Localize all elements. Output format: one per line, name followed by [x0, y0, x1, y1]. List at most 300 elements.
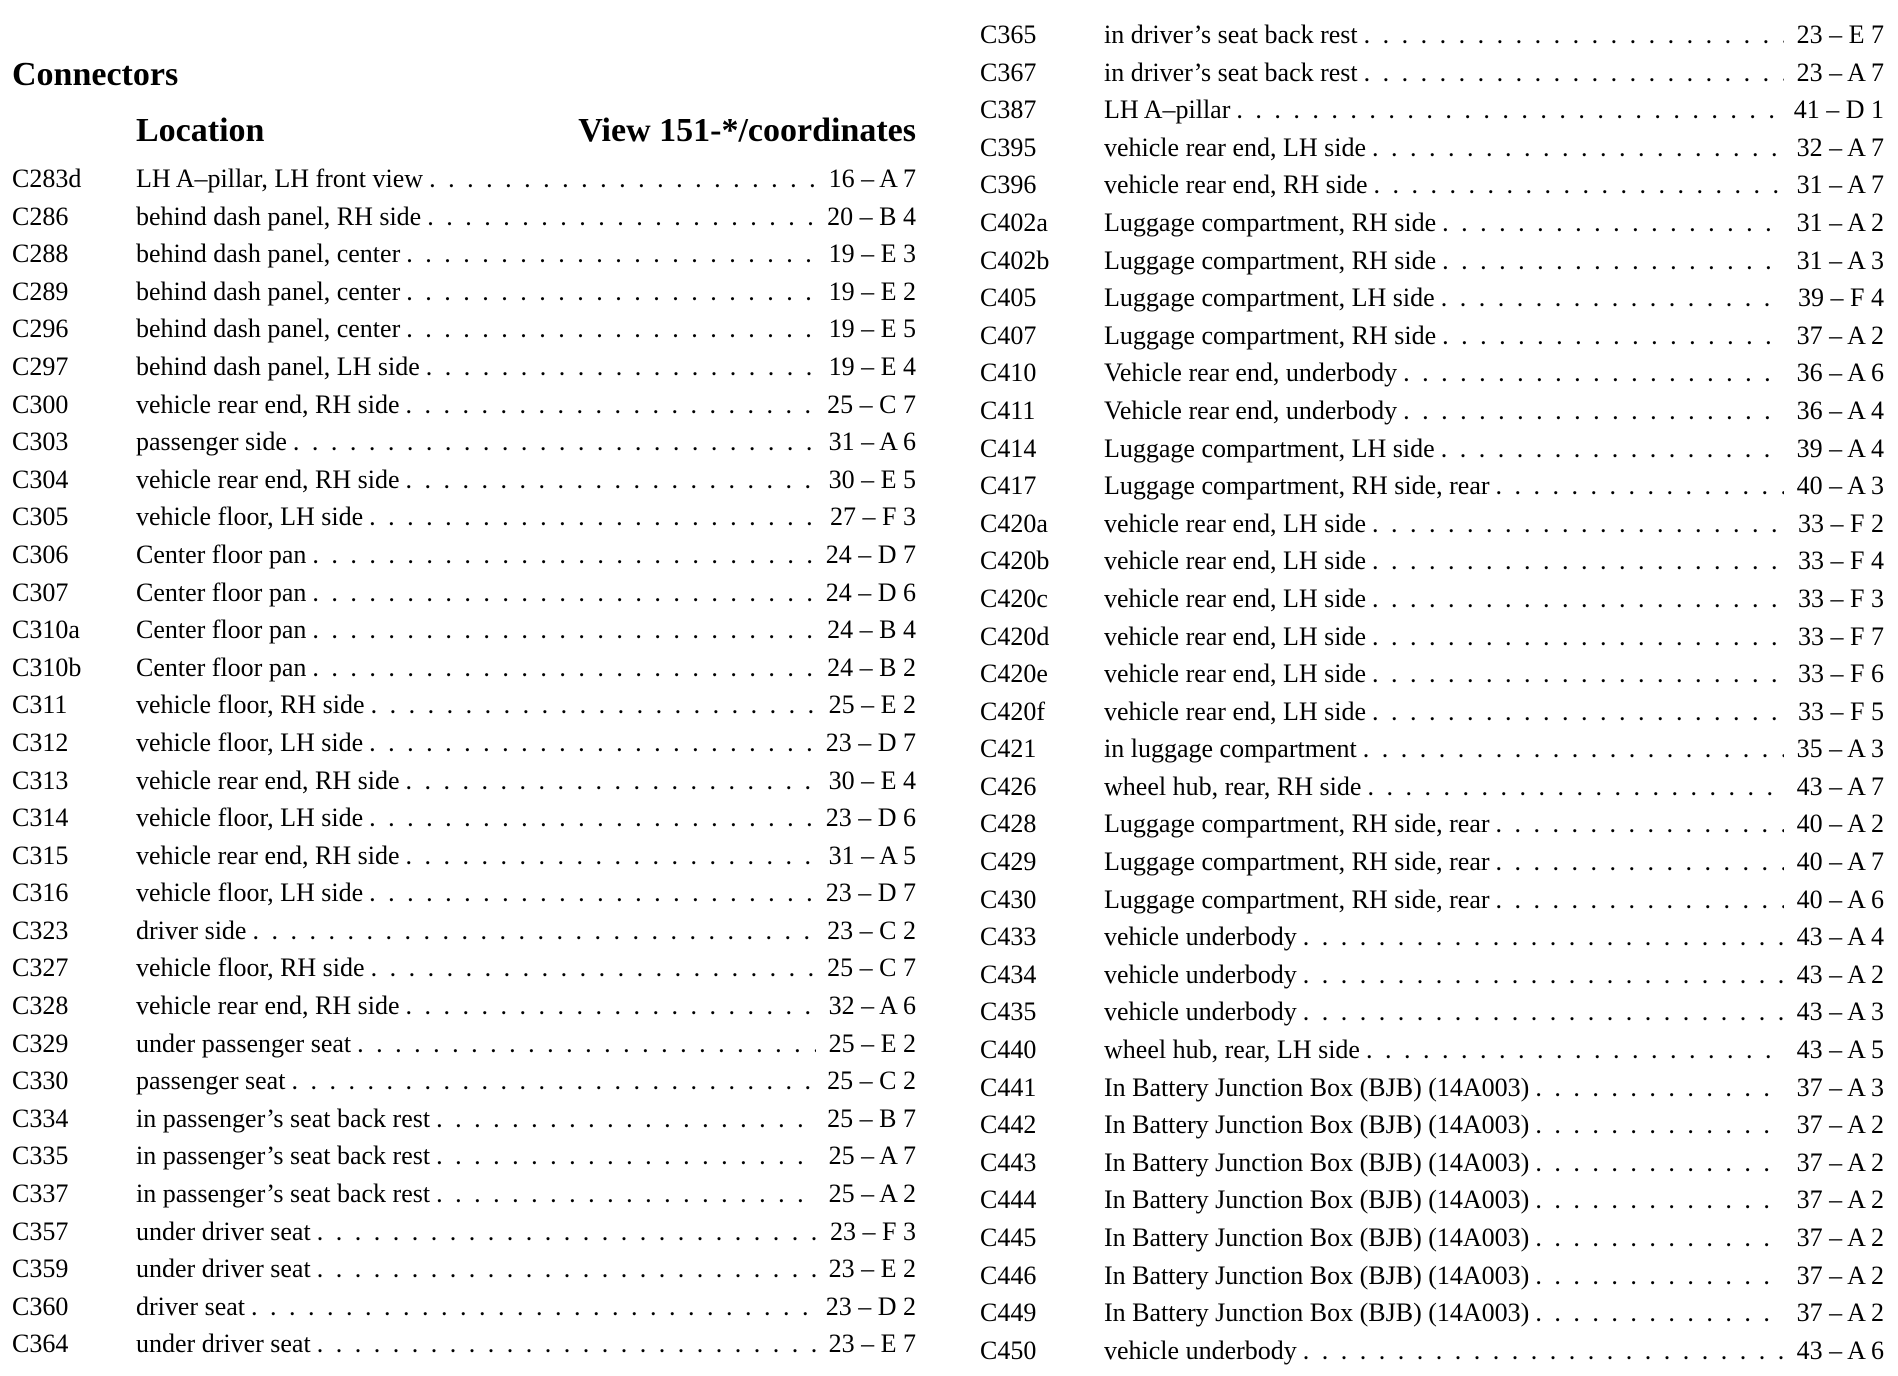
connector-row [12, 912, 916, 950]
connector-location-text: vehicle underbody [1104, 1335, 1297, 1365]
connector-row [12, 762, 916, 800]
dot-leader [1529, 1219, 1784, 1257]
dot-leader [351, 1025, 816, 1063]
connector-row [12, 949, 916, 987]
connector-location [1104, 1332, 1784, 1370]
connector-location [136, 1062, 816, 1100]
connector-code: C367 [980, 57, 1037, 87]
connector-code: C334 [12, 1103, 69, 1133]
connector-row [980, 430, 1884, 468]
connector-code: C443 [980, 1147, 1037, 1177]
connector-code: C365 [980, 20, 1037, 49]
connector-view-coordinates: 40 – A 6 [1796, 884, 1884, 914]
connector-view-coordinates: 27 – F 3 [830, 502, 916, 532]
connector-location-text: In Battery Junction Box (BJB) (14A003) [1104, 1223, 1530, 1252]
connector-location [136, 987, 816, 1025]
connector-view-coordinates: 23 – D 2 [825, 1291, 916, 1321]
connector-view-coordinates: 24 – D 6 [825, 577, 916, 607]
connector-location-text: Vehicle rear end, underbody [1104, 395, 1398, 425]
connector-location-text: Luggage compartment, RH side [1104, 207, 1437, 237]
connector-location [1104, 805, 1784, 843]
connector-location [136, 1213, 816, 1251]
connector-location [1104, 166, 1784, 204]
connector-view-coordinates: 25 – A 2 [828, 1179, 916, 1209]
connector-location-text: under driver seat [136, 1216, 311, 1246]
connector-view-coordinates: 23 – D 6 [825, 803, 916, 833]
dot-leader [400, 461, 816, 499]
connector-view-coordinates: 40 – A 7 [1796, 847, 1884, 877]
connector-code: C283d [12, 164, 82, 193]
dot-leader [287, 423, 816, 461]
connector-row [12, 987, 916, 1025]
connector-row [12, 1025, 916, 1063]
connector-list-right-column [980, 16, 1884, 1369]
connector-code: C420c [980, 583, 1048, 613]
connector-location-text: LH A–pillar [1104, 95, 1231, 125]
connector-location [136, 498, 816, 536]
connector-code: C421 [980, 734, 1037, 764]
dot-leader [306, 574, 816, 612]
connector-location-text: Luggage compartment, LH side [1104, 433, 1435, 463]
dot-leader [1397, 392, 1784, 430]
connector-location-text: driver seat [136, 1291, 246, 1321]
dot-leader [306, 649, 816, 687]
connector-view-coordinates: 33 – F 7 [1798, 621, 1884, 651]
connector-location-text: vehicle rear end, RH side [136, 840, 400, 870]
connector-code: C313 [12, 765, 69, 795]
connector-view-coordinates: 36 – A 4 [1796, 395, 1884, 425]
connector-location [136, 837, 816, 875]
connector-view-coordinates: 31 – A 5 [828, 840, 916, 870]
connector-location-text: behind dash panel, center [136, 276, 401, 306]
dot-leader [420, 348, 816, 386]
connector-row [980, 993, 1884, 1031]
dot-leader [1297, 993, 1784, 1031]
connector-location-text: In Battery Junction Box (BJB) (14A003) [1104, 1147, 1530, 1177]
connector-row [980, 693, 1884, 731]
connector-location-text: under passenger seat [136, 1028, 352, 1058]
dot-leader [1366, 542, 1784, 580]
dot-leader [1490, 881, 1784, 919]
connector-location [1104, 843, 1784, 881]
connector-location [136, 536, 816, 574]
connector-view-coordinates: 37 – A 2 [1796, 1147, 1884, 1177]
connector-location-text: In Battery Junction Box (BJB) (14A003) [1104, 1260, 1530, 1290]
connector-code: C446 [980, 1260, 1037, 1290]
connector-view-coordinates: 31 – A 3 [1796, 245, 1884, 275]
connector-view-coordinates: 25 – E 2 [828, 690, 916, 720]
connector-code: C426 [980, 771, 1037, 801]
connector-view-coordinates: 33 – F 3 [1798, 583, 1884, 613]
dot-leader [1360, 1031, 1784, 1069]
connector-location [1104, 1069, 1784, 1107]
connector-location [136, 1325, 816, 1363]
dot-leader [423, 160, 816, 198]
connector-location-text: vehicle floor, LH side [136, 878, 364, 908]
connector-location-text: in driver’s seat back rest [1104, 57, 1358, 87]
connector-location-text: Luggage compartment, RH side, rear [1104, 809, 1490, 839]
connector-row [12, 198, 916, 236]
dot-leader [246, 912, 816, 950]
dot-leader [363, 498, 816, 536]
connector-location [136, 1100, 816, 1138]
connector-code: C305 [12, 502, 69, 532]
connector-location-text: vehicle underbody [1104, 997, 1297, 1027]
dot-leader [1529, 1257, 1784, 1295]
connector-row [980, 843, 1884, 881]
connector-location-text: In Battery Junction Box (BJB) (14A003) [1104, 1298, 1530, 1328]
dot-leader [421, 198, 816, 236]
dot-leader [363, 874, 816, 912]
connector-code: C420b [980, 546, 1050, 576]
connector-view-coordinates: 36 – A 6 [1796, 358, 1884, 388]
connector-row [12, 461, 916, 499]
connector-view-coordinates: 32 – A 7 [1796, 132, 1884, 162]
connector-location [1104, 1144, 1784, 1182]
connector-view-coordinates: 31 – A 2 [1796, 207, 1884, 237]
connector-code: C357 [12, 1216, 69, 1246]
connector-location [1104, 1106, 1784, 1144]
connector-location [136, 574, 816, 612]
dot-leader [1297, 1332, 1784, 1370]
dot-leader [400, 837, 816, 875]
connector-code: C449 [980, 1298, 1037, 1328]
connector-code: C450 [980, 1335, 1037, 1365]
connector-location [1104, 467, 1784, 505]
connector-code: C329 [12, 1028, 69, 1058]
connector-code: C420f [980, 696, 1045, 726]
connector-location [136, 423, 816, 461]
dot-leader [1435, 430, 1784, 468]
connector-location-text: vehicle underbody [1104, 959, 1297, 989]
connector-location [136, 461, 816, 499]
connector-code: C312 [12, 727, 69, 757]
connector-row [12, 536, 916, 574]
connector-location-text: vehicle rear end, RH side [1104, 170, 1368, 200]
connector-row [980, 54, 1884, 92]
connector-row [12, 799, 916, 837]
dot-leader [311, 1213, 816, 1251]
connector-row [980, 730, 1884, 768]
dot-leader [311, 1250, 816, 1288]
connector-location [136, 235, 816, 273]
connector-view-coordinates: 25 – A 7 [828, 1141, 916, 1171]
connector-row [12, 874, 916, 912]
dot-leader [1490, 805, 1784, 843]
dot-leader [365, 686, 816, 724]
connector-view-coordinates: 33 – F 2 [1798, 508, 1884, 538]
connector-row [980, 580, 1884, 618]
connector-code: C316 [12, 878, 69, 908]
connector-location-text: wheel hub, rear, LH side [1104, 1035, 1360, 1065]
dot-leader [1358, 16, 1784, 54]
dot-leader [1358, 54, 1784, 92]
connector-row [12, 386, 916, 424]
connector-view-coordinates: 39 – F 4 [1798, 283, 1884, 313]
connector-code: C387 [980, 95, 1037, 125]
connector-code: C323 [12, 915, 69, 945]
connector-code: C441 [980, 1072, 1037, 1102]
connector-view-coordinates: 37 – A 3 [1796, 1072, 1884, 1102]
connector-row [980, 1294, 1884, 1332]
connector-row [980, 129, 1884, 167]
dot-leader [1490, 843, 1784, 881]
connector-row [980, 1181, 1884, 1219]
connector-row [12, 1288, 916, 1326]
connector-view-coordinates: 35 – A 3 [1796, 734, 1884, 764]
connector-location-text: Luggage compartment, RH side, rear [1104, 847, 1490, 877]
connector-view-coordinates: 37 – A 2 [1796, 1223, 1884, 1252]
connector-location-text: wheel hub, rear, RH side [1104, 771, 1362, 801]
connector-row [980, 467, 1884, 505]
connector-row [12, 837, 916, 875]
connector-view-coordinates: 25 – E 2 [828, 1028, 916, 1058]
connector-view-coordinates: 37 – A 2 [1796, 1298, 1884, 1328]
connector-row [12, 348, 916, 386]
dot-leader [1397, 354, 1784, 392]
connector-row [980, 1257, 1884, 1295]
connector-view-coordinates: 23 – A 7 [1796, 57, 1884, 87]
dot-leader [1529, 1069, 1784, 1107]
connector-location-text: vehicle rear end, LH side [1104, 508, 1367, 538]
connector-view-coordinates: 39 – A 4 [1796, 433, 1884, 463]
connector-code: C360 [12, 1291, 69, 1321]
connector-list-left-column [12, 160, 916, 1363]
connector-code: C420e [980, 659, 1048, 689]
connector-code: C402a [980, 207, 1048, 237]
connector-location [1104, 918, 1784, 956]
dot-leader [1436, 317, 1784, 355]
connector-row [12, 1175, 916, 1213]
connector-view-coordinates: 43 – A 2 [1796, 959, 1884, 989]
connector-location-text: vehicle rear end, LH side [1104, 583, 1367, 613]
connector-location-text: behind dash panel, center [136, 239, 401, 269]
connector-code: C420a [980, 508, 1048, 538]
connector-view-coordinates: 43 – A 5 [1796, 1035, 1884, 1065]
dot-leader [1529, 1181, 1784, 1219]
connector-location [136, 611, 816, 649]
connector-location [136, 1250, 816, 1288]
connector-view-coordinates: 31 – A 6 [828, 427, 916, 457]
connector-row [980, 542, 1884, 580]
connector-location [1104, 354, 1784, 392]
connector-row [980, 1069, 1884, 1107]
dot-leader [365, 949, 816, 987]
connector-location-text: driver side [136, 915, 247, 945]
connector-code: C289 [12, 276, 69, 306]
connector-code: C395 [980, 132, 1037, 162]
connector-location-text: vehicle underbody [1104, 922, 1297, 952]
connector-view-coordinates: 40 – A 3 [1796, 471, 1884, 501]
connector-view-coordinates: 24 – D 7 [825, 539, 916, 569]
view-coordinates-column-header: View 151-*/coordinates [578, 112, 916, 149]
connector-location [1104, 91, 1784, 129]
connector-location [136, 310, 816, 348]
connector-location [136, 724, 816, 762]
connector-location-text: vehicle rear end, RH side [136, 389, 400, 419]
connector-view-coordinates: 20 – B 4 [827, 201, 916, 231]
connector-code: C306 [12, 539, 69, 569]
connector-location [136, 273, 816, 311]
connector-row [12, 1062, 916, 1100]
connector-location [136, 1175, 816, 1213]
connector-row [980, 805, 1884, 843]
connector-code: C420d [980, 621, 1050, 651]
connector-row [12, 235, 916, 273]
connector-code: C433 [980, 922, 1037, 952]
connector-location [1104, 279, 1784, 317]
dot-leader [1297, 956, 1784, 994]
dot-leader [285, 1062, 816, 1100]
connector-view-coordinates: 43 – A 6 [1796, 1335, 1884, 1365]
connector-view-coordinates: 25 – C 2 [827, 1066, 916, 1096]
connector-view-coordinates: 30 – E 4 [828, 765, 916, 795]
connector-code: C405 [980, 283, 1037, 313]
dot-leader [1436, 242, 1784, 280]
connector-row [980, 354, 1884, 392]
location-column-header: Location [136, 112, 265, 149]
connector-view-coordinates: 23 – E 7 [828, 1329, 916, 1359]
connector-location-text: Luggage compartment, RH side, rear [1104, 471, 1490, 501]
connector-row [980, 1031, 1884, 1069]
connector-location [1104, 392, 1784, 430]
dot-leader [400, 235, 816, 273]
connector-view-coordinates: 16 – A 7 [828, 164, 916, 193]
connector-location-text: vehicle floor, RH side [136, 690, 365, 720]
connector-code: C402b [980, 245, 1050, 275]
connector-location [136, 949, 816, 987]
connector-location [136, 160, 816, 198]
connector-view-coordinates: 32 – A 6 [828, 991, 916, 1021]
connector-location-text: behind dash panel, LH side [136, 351, 420, 381]
dot-leader [1490, 467, 1784, 505]
connector-code: C315 [12, 840, 69, 870]
connector-row [12, 1325, 916, 1363]
connector-location-text: vehicle rear end, RH side [136, 765, 400, 795]
connector-location-text: in passenger’s seat back rest [136, 1179, 431, 1209]
connector-view-coordinates: 23 – E 7 [1796, 20, 1884, 49]
connector-code: C417 [980, 471, 1037, 501]
connector-location [136, 1137, 816, 1175]
connector-code: C328 [12, 991, 69, 1021]
dot-leader [1529, 1106, 1784, 1144]
connector-location [1104, 1181, 1784, 1219]
connector-view-coordinates: 19 – E 4 [828, 351, 916, 381]
connector-location-text: Luggage compartment, LH side [1104, 283, 1435, 313]
dot-leader [400, 273, 816, 311]
connector-row [12, 423, 916, 461]
connector-location [1104, 881, 1784, 919]
dot-leader [1436, 204, 1784, 242]
connector-location-text: LH A–pillar, LH front view [136, 164, 424, 193]
connector-location [136, 348, 816, 386]
connector-row [12, 310, 916, 348]
connector-location-text: Vehicle rear end, underbody [1104, 358, 1398, 388]
connector-location-text: Center floor pan [136, 539, 307, 569]
connector-view-coordinates: 25 – B 7 [827, 1103, 916, 1133]
connector-code: C304 [12, 464, 69, 494]
connector-view-coordinates: 37 – A 2 [1796, 320, 1884, 350]
connector-row [980, 1106, 1884, 1144]
connector-row [980, 204, 1884, 242]
connector-row [12, 574, 916, 612]
connector-location-text: in passenger’s seat back rest [136, 1141, 431, 1171]
connector-location [136, 198, 816, 236]
connector-location [1104, 618, 1784, 656]
connector-view-coordinates: 37 – A 2 [1796, 1260, 1884, 1290]
dot-leader [1368, 166, 1784, 204]
connector-location-text: vehicle rear end, LH side [1104, 696, 1367, 726]
connector-location [1104, 129, 1784, 167]
connector-location-text: passenger seat [136, 1066, 286, 1096]
connector-row [12, 498, 916, 536]
dot-leader [1529, 1144, 1784, 1182]
connector-code: C337 [12, 1179, 69, 1209]
connector-row [980, 317, 1884, 355]
connector-row [12, 273, 916, 311]
dot-leader [311, 1325, 816, 1363]
connector-location [1104, 430, 1784, 468]
connector-view-coordinates: 43 – A 7 [1796, 771, 1884, 801]
connector-row [980, 279, 1884, 317]
dot-leader [245, 1288, 816, 1326]
connector-location [136, 686, 816, 724]
dot-leader [1529, 1294, 1784, 1332]
connector-location-text: vehicle rear end, LH side [1104, 659, 1367, 689]
connector-location-text: vehicle floor, LH side [136, 727, 364, 757]
connector-code: C435 [980, 997, 1037, 1027]
connector-row [980, 392, 1884, 430]
connector-location-text: under driver seat [136, 1329, 311, 1359]
dot-leader [306, 536, 816, 574]
dot-leader [400, 310, 816, 348]
connector-row [980, 918, 1884, 956]
connector-location [136, 799, 816, 837]
connector-location-text: in passenger’s seat back rest [136, 1103, 431, 1133]
connector-row [12, 724, 916, 762]
connector-row [980, 1144, 1884, 1182]
connector-code: C330 [12, 1066, 69, 1096]
connector-location-text: vehicle rear end, LH side [1104, 546, 1367, 576]
connector-code: C440 [980, 1035, 1037, 1065]
connector-location-text: behind dash panel, RH side [136, 201, 422, 231]
connector-code: C359 [12, 1254, 69, 1284]
connector-code: C407 [980, 320, 1037, 350]
connector-location-text: in driver’s seat back rest [1104, 20, 1358, 49]
dot-leader [1366, 505, 1784, 543]
connector-row [980, 505, 1884, 543]
dot-leader [306, 611, 816, 649]
connector-location [1104, 242, 1784, 280]
connector-view-coordinates: 30 – E 5 [828, 464, 916, 494]
connector-location-text: vehicle floor, LH side [136, 803, 364, 833]
connector-row [12, 1213, 916, 1251]
dot-leader [430, 1137, 816, 1175]
connector-location [136, 912, 816, 950]
connector-code: C444 [980, 1185, 1037, 1215]
connector-row [12, 160, 916, 198]
connector-view-coordinates: 33 – F 6 [1798, 659, 1884, 689]
dot-leader [400, 762, 816, 800]
connector-view-coordinates: 19 – E 5 [828, 314, 916, 344]
connector-row [980, 1219, 1884, 1257]
connector-location [1104, 317, 1784, 355]
connector-location-text: In Battery Junction Box (BJB) (14A003) [1104, 1185, 1530, 1215]
dot-leader [430, 1100, 816, 1138]
connector-view-coordinates: 19 – E 2 [828, 276, 916, 306]
connector-view-coordinates: 40 – A 2 [1796, 809, 1884, 839]
connector-view-coordinates: 24 – B 2 [827, 652, 916, 682]
